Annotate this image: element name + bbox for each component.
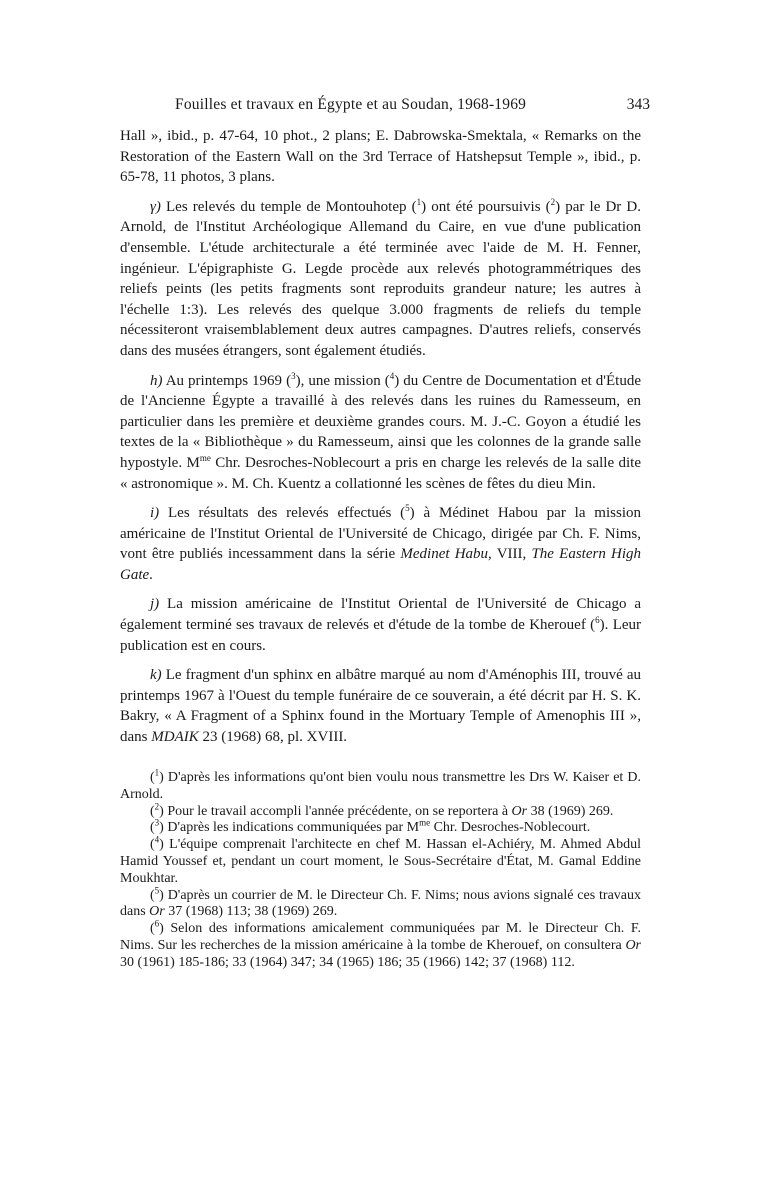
footnote-number: 3 <box>154 817 160 828</box>
paragraph-label: γ) <box>150 198 161 215</box>
footnote-ref: 6 <box>595 615 600 626</box>
footnote-ref: 3 <box>291 370 296 381</box>
paragraph-text: ) à Médinet Habou par la mission américaine de l'Institut Oriental de l'Université de Chicago, dirigée par Ch. F. Nims, vont être publiés incessamment dans la série <box>120 505 641 563</box>
paragraph-text: Chr. Desroches-Noblecourt a pris en charge les relevés de la salle dite « astronomique ». M. Ch. Kuentz a collationné les scènes de fêtes du dieu Min. <box>120 454 641 492</box>
paragraph-label: h) <box>150 372 163 389</box>
paragraph-label: j) <box>150 596 160 613</box>
footnote-ref: 1 <box>416 196 422 207</box>
journal-abbrev: Or <box>511 803 528 819</box>
paragraph-i <box>120 503 641 585</box>
footnote-text: D'après les indications communiquées par M <box>163 820 420 836</box>
paragraph-continued <box>120 126 641 188</box>
footnote-text: 30 (1961) 185-186; 33 (1964) 347; 34 (1965) 186; 35 (1966) 142; 37 (1968) 112. <box>120 954 575 970</box>
paragraph-k <box>120 665 641 747</box>
paragraph-gamma <box>120 197 641 362</box>
paragraph-text: Les relevés du temple de Montouhotep ( <box>160 198 417 215</box>
paragraph-text: Au printemps 1969 ( <box>162 372 292 389</box>
volume-title: The Eastern High Gate <box>120 546 641 583</box>
footnote-text: Selon des informations amicalement communiquées par M. le Directeur Ch. F. Nims. Sur les recherches de la mission américaine à la tombe de Kherouef, on consultera <box>120 921 641 953</box>
footnote-3: ($^3$) D'après les indications communiquées par $M^{me}$ Chr. Desroches-Noblecourt. <box>150 817 591 836</box>
title-abbrev-sup: me <box>419 817 431 828</box>
main-text <box>120 126 641 757</box>
footnote-text: D'après un courrier de M. le Directeur Ch. F. Nims; nous avions signalé ces travaux dans <box>120 887 641 920</box>
title-abbrev-sup: me <box>199 452 211 463</box>
footnote-text: 38 (1969) 269. <box>527 803 614 819</box>
footnote-6: ($^6$) Selon des informations amicalement communiquées par M. le Directeur Ch. F. Nims. Sur les recherches de la mission américaine à la tombe de Kherouef, on consultera Or 30 (1961) 185-186; 33 (1964) 347; 34 (1965) 186; 35 (1966) 142; 37 (1968) 112. <box>120 918 641 970</box>
paragraph-label: k) <box>150 667 162 684</box>
running-head <box>120 96 650 118</box>
paragraph-text: Hall », ibid., p. 47-64, 10 phot., 2 plans; E. Dabrowska-Smektala, « Remarks on the Restoration of the Eastern Wall on the 3rd Terrace of Hatshepsut Temple », ibid., p. 65-78, 11 photos, 3 plans. <box>120 128 641 186</box>
footnote-2: ($^2$) Pour le travail accompli l'année précédente, on se reportera à Or 38 (1969) 269. <box>150 800 614 819</box>
footnote-ref: 5 <box>405 503 410 514</box>
footnote-text: Pour le travail accompli l'année précédente, on se reportera à <box>163 803 512 819</box>
footnote-4: ($^4$) L'équipe comprenait l'architecte en chef M. Hassan el-Achiéry, M. Ahmed Abdul Hamid Youssef et, pendant un court moment, le Sous-Secrétaire d'État, M. Gamal Eddine Moukhtar. <box>120 834 641 886</box>
paragraph-text: ), une mission ( <box>295 372 390 389</box>
paragraph-text: 23 (1968) 68, pl. XVIII. <box>198 729 348 746</box>
paragraph-text: ) ont été poursuivis ( <box>421 198 551 215</box>
footnote-number: 5 <box>154 884 160 895</box>
paragraph-text: La mission américaine de l'Institut Oriental de l'Université de Chicago a également terminé ses travaux de relevés et d'étude de la tombe de Kherouef ( <box>120 596 641 634</box>
paragraph-text: Le fragment d'un sphinx en albâtre marqué au nom d'Aménophis III, trouvé au printemps 1967 à l'Ouest du temple funéraire de ce souverain, a été décrit par H. S. K. Bakry, « A Fragment of a Sphinx found in the Mortuary Temple of Amenophis III », dans <box>120 667 641 746</box>
paragraph-text: Les résultats des relevés effectués ( <box>159 505 406 522</box>
journal-abbrev: Or <box>149 904 165 920</box>
page-number: 343 <box>626 96 650 113</box>
series-title: Medinet Habu <box>400 546 489 563</box>
footnote-5: ($^5$) D'après un courrier de M. le Directeur Ch. F. Nims; nous avions signalé ces travaux dans Or 37 (1968) 113; 38 (1969) 269. <box>120 884 641 920</box>
paragraph-j <box>120 594 641 656</box>
footnote-ref: 2 <box>550 196 556 207</box>
running-title: Fouilles et travaux en Égypte et au Soudan, 1968-1969 <box>175 96 527 113</box>
footnote-text: D'après les informations qu'ont bien voulu nous transmettre les Drs W. Kaiser et D. Arnold. <box>120 770 641 802</box>
footnote-number: 4 <box>154 834 160 845</box>
paragraph-text: ) par le Dr D. Arnold, de l'Institut Archéologique Allemand du Caire, en vue d'une publication d'ensemble. L'étude architecturale a été terminée avec l'aide de M. H. Fenner, ingénieur. L'épigraphiste G. Legde procède aux relevés photogrammétriques des reliefs peints (les petits fragments sont reproduits grandeur nature; les autres à l'échelle 1:3). Les relevés des quelque 3.000 fragments de reliefs du temple nécessiteront vraisemblablement deux autres campagnes. D'autres reliefs, conservés dans des musées étrangers, sont également étudiés. <box>120 198 641 359</box>
paragraph-text: , VIII, <box>488 546 532 563</box>
footnote-number: 2 <box>154 800 160 811</box>
paragraph-text: ) du Centre de Documentation et d'Étude de l'Ancienne Égypte a travaillé à des relevés dans les ruines du Ramesseum, en particulier dans les première et deuxième grandes cours. M. J.-C. Goyon a étudié les textes de la « Bibliothèque » du Ramesseum, ainsi que les colonnes de la grande salle hypostyle. M <box>120 372 641 471</box>
paragraph-label: i) <box>150 505 160 522</box>
paragraph-text: ). Leur publication est en cours. <box>120 617 642 654</box>
footnote-text: L'équipe comprenait l'architecte en chef M. Hassan el-Achiéry, M. Ahmed Abdul Hamid Youssef et, pendant un court moment, le Sous-Secrétaire d'État, M. Gamal Eddine Moukhtar. <box>120 837 641 886</box>
footnotes <box>120 767 641 972</box>
journal-title: MDAIK <box>151 729 199 746</box>
paragraph-text: . <box>149 566 153 583</box>
footnote-number: 6 <box>154 918 160 929</box>
footnote-ref: 4 <box>389 370 395 381</box>
journal-abbrev: Or <box>625 937 641 953</box>
footnote-text: 37 (1968) 113; 38 (1969) 269. <box>164 904 338 920</box>
footnote-1: ($^1$) D'après les informations qu'ont bien voulu nous transmettre les Drs W. Kaiser et D. Arnold. <box>120 767 641 802</box>
footnote-text: Chr. Desroches-Noblecourt. <box>430 820 591 836</box>
paragraph-h <box>120 371 641 495</box>
footnote-number: 1 <box>154 767 160 778</box>
